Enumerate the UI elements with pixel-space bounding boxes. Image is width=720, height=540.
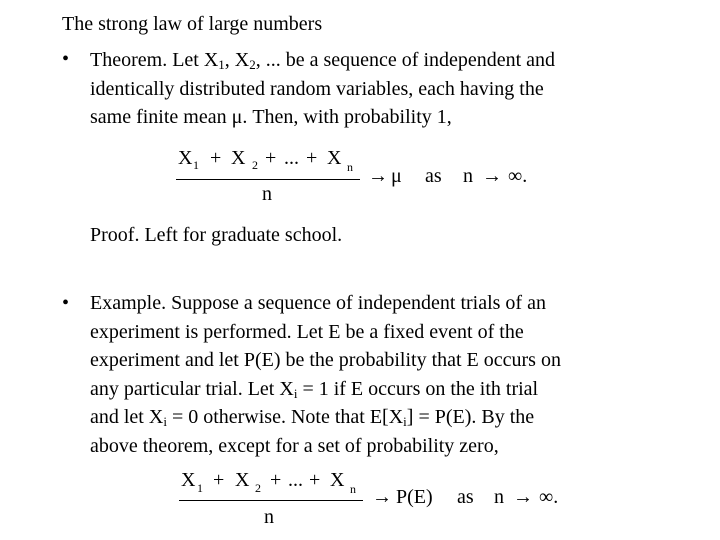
example-line-6: above theorem, except for a set of probability zero, <box>90 434 499 457</box>
example-text <box>90 289 690 460</box>
example-line-1: Example. Suppose a sequence of independent trials of an <box>90 292 546 314</box>
theorem-line-3: same finite mean μ. Then, with probability 1, <box>90 106 452 128</box>
example-line-3: experiment and let P(E) be the probability that E occurs on <box>90 349 561 371</box>
arrow-icon: → <box>513 486 533 508</box>
example-fraction-bar <box>179 500 363 501</box>
arrow-icon: → <box>368 165 388 187</box>
example-line-4: any particular trial. Let $X_i = 1$ if E occurs on the ith trial <box>90 377 539 401</box>
bullet-example: • <box>62 292 70 314</box>
example-line-2: experiment is performed. Let E be a fixed event of the <box>90 320 524 343</box>
slide-title: The strong law of large numbers <box>62 13 323 35</box>
theorem-line-1: Theorem. Let $X_1$, $X_2$, ... be a sequence of independent and <box>90 49 556 72</box>
theorem-line-2: identically distributed random variables, each having the <box>90 77 544 100</box>
bullet-theorem: • <box>62 48 70 70</box>
theorem-text <box>90 46 690 132</box>
arrow-icon: → <box>482 165 502 187</box>
example-line-5: and let $X_i = 0$ otherwise. Note that $E[X_i] = P(E)$. By the <box>90 406 535 429</box>
proof-text: Proof. Left for graduate school. <box>90 224 343 246</box>
theorem-fraction-bar <box>176 179 360 180</box>
arrow-icon: → <box>372 486 392 508</box>
